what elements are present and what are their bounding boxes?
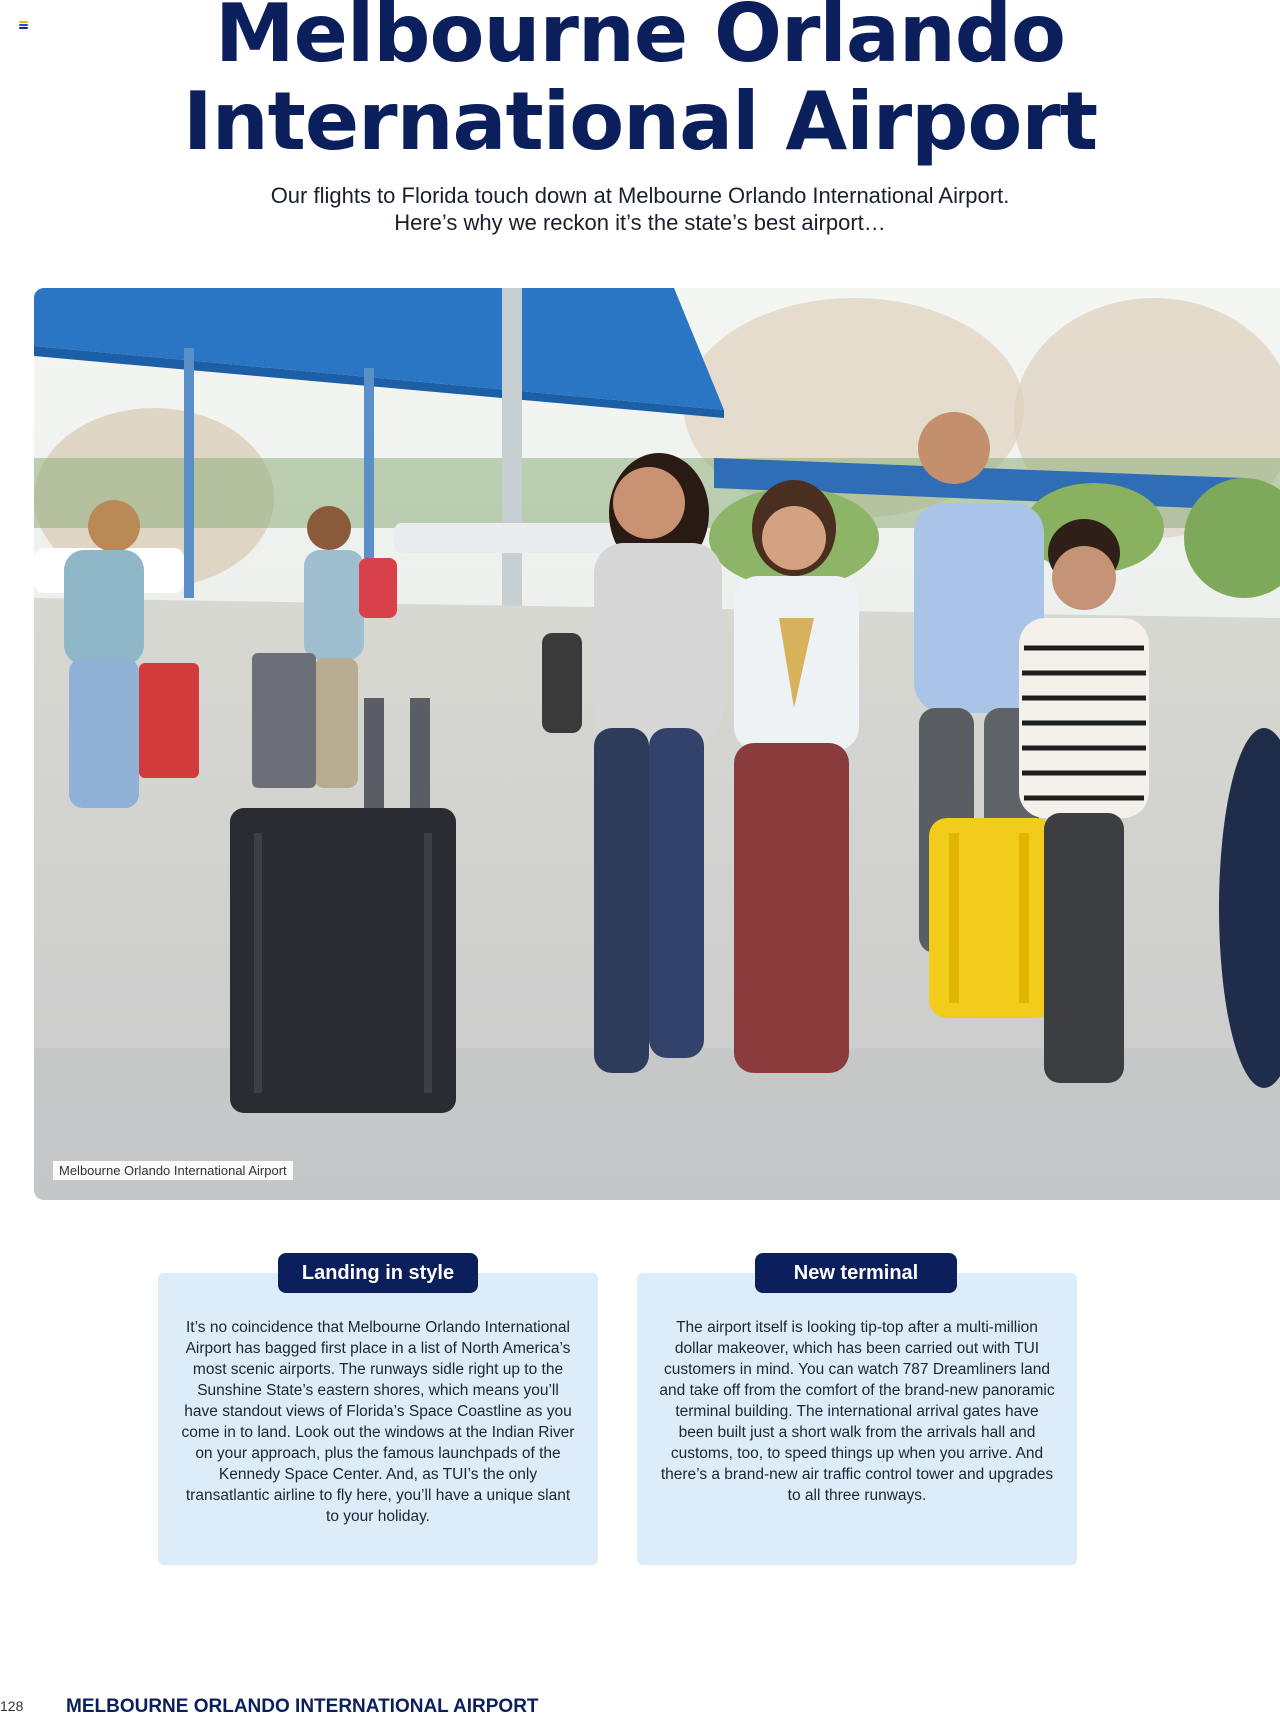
landing-in-style-text: It’s no coincidence that Melbourne Orlando International Airport has bagged first place in a list of North America’s most scenic airports. The runways sidle right up to the Sunshine State’s eastern shores, which means you’ll have standout views of Florida’s Space Coastline as you come in to land. Look out the windows at the Indian River on your approach, plus the famous launchpads of the Kennedy Space Center. And, as TUI’s the only transatlantic airline to fly here, you’ll have a unique slant to your holiday. [181, 1319, 575, 1525]
landing-in-style-heading: Landing in style [278, 1253, 478, 1293]
new-terminal-heading: New terminal [755, 1253, 957, 1293]
page-subtitle [140, 182, 1140, 236]
subtitle-line-2: Here’s why we reckon it’s the state’s best airport… [394, 210, 886, 235]
new-terminal-card [637, 1273, 1077, 1565]
airport-family-photo [34, 288, 1280, 1200]
page-title [0, 0, 1280, 166]
photo-caption: Melbourne Orlando International Airport [53, 1161, 293, 1180]
page-number: 128 [0, 1698, 24, 1714]
subtitle-line-1: Our flights to Florida touch down at Melbourne Orlando International Airport. [270, 183, 1010, 208]
landing-in-style-card [158, 1273, 598, 1565]
footer-section-title: MELBOURNE ORLANDO INTERNATIONAL AIRPORT [66, 1696, 539, 1717]
page-title-line-2: International Airport [182, 75, 1098, 168]
page-title-line-1: Melbourne Orlando [214, 0, 1066, 80]
new-terminal-text: The airport itself is looking tip-top after a multi-million dollar makeover, which has been carried out with TUI customers in mind. You can watch 787 Dreamliners land and take off from the comfort of the brand-new panoramic terminal building. The international arrival gates have been built just a short walk from the arrivals hall and customs, too, to speed things up when you arrive. And there’s a brand-new air traffic control tower and upgrades to all three runways. [659, 1319, 1055, 1504]
photo-illustration [34, 288, 1280, 1200]
